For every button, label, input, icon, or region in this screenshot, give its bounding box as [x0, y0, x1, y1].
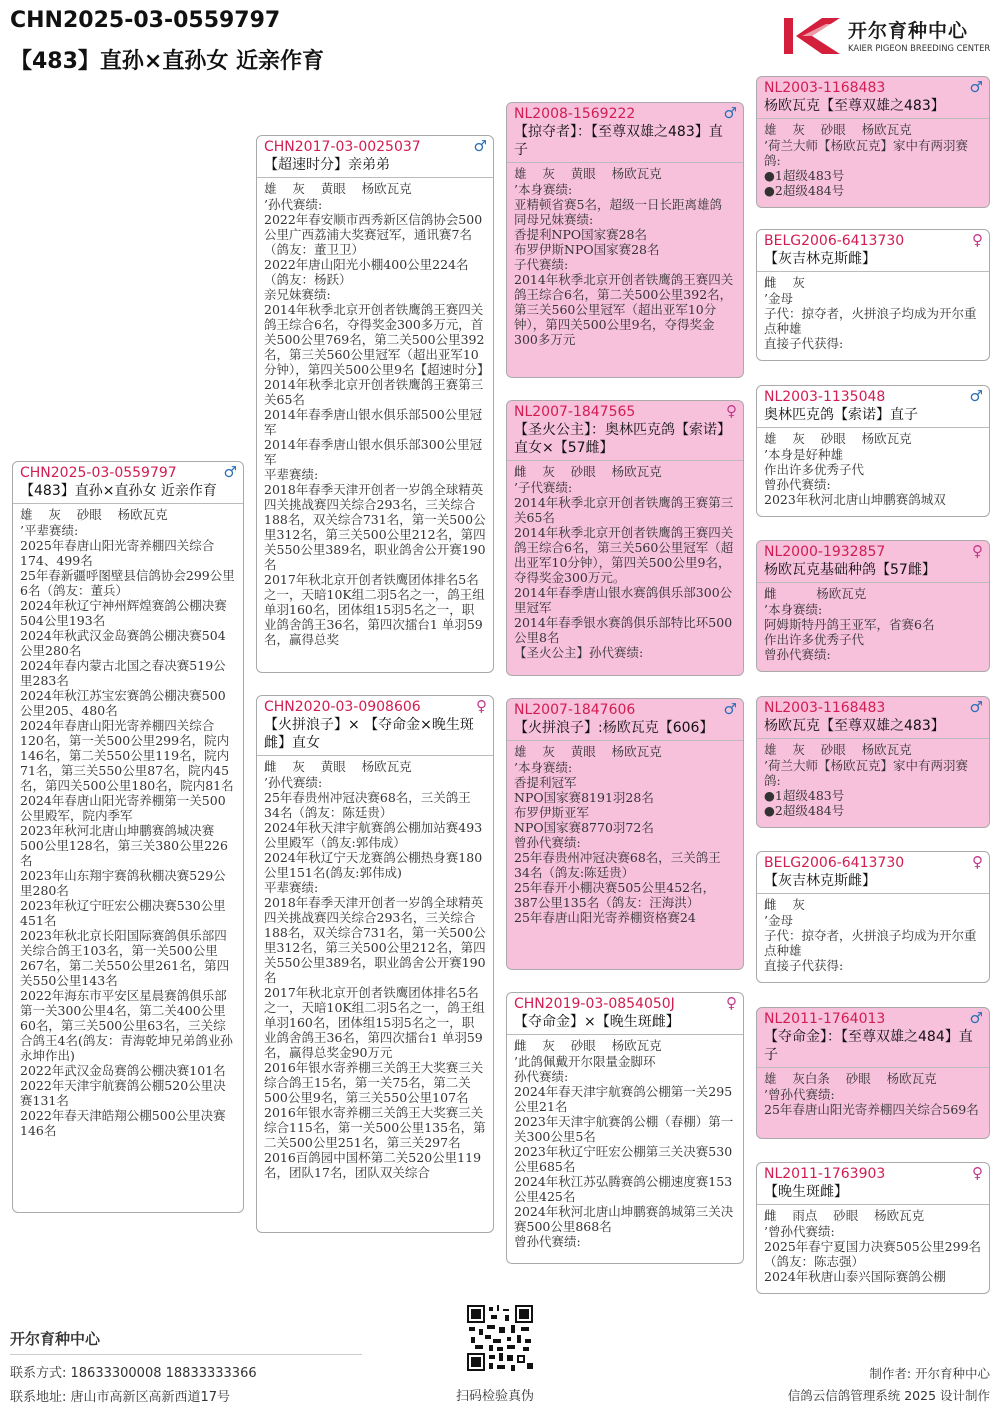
record-line: 【圣火公主】孙代赛绩: — [514, 645, 644, 660]
pigeon-name: 【火拼浪子】× 【夺命金×晚生斑雌】直女 — [264, 717, 474, 751]
record-line: 曾孙代赛绩: — [764, 477, 831, 492]
pigeon-name: 【晚生斑雌】 — [764, 1184, 848, 1200]
ring-number: CHN2019-03-0854050J — [514, 996, 675, 1012]
footer-phone: 联系方式: 18633300008 18833333366 — [10, 1366, 257, 1381]
record-line: 2024年秋江苏宝宏赛鸽公棚决赛500公里205、480名 — [20, 688, 226, 718]
record-line: 2014年秋季北京开创者铁鹰鸽王赛第三关65名 — [264, 377, 484, 407]
record-line: 2023年天津宇航赛鸽公棚（春棚）第一关300公里5名 — [514, 1114, 734, 1144]
pigeon-name: 【483】直孙×直孙女 近亲作育 — [20, 483, 217, 499]
record-line: 香提利冠军 — [514, 775, 577, 790]
record-line: 2024年春唐山阳光寄养棚四关综合120名，第一关500公里299名，院内146名，第二关550公里119名，院内71名，第三关550公里87名，院内45名，第四关500公里180名，院内81名 — [20, 718, 234, 793]
record-line: ’此鸽佩戴开尔限量金脚环 — [514, 1054, 656, 1069]
pigeon-name: 【夺命金】：【至尊双雄之484】直子 — [764, 1029, 973, 1063]
record-line: ●1超级483号 — [764, 788, 845, 803]
card-dds — [756, 1007, 990, 1139]
pigeon-traits: 雄 灰白条 砂眼 杨欧瓦克 — [764, 1071, 937, 1086]
footer-maker: 制作者: 开尔育种中心 — [869, 1366, 990, 1381]
record-line: 2017年秋北京开创者铁鹰团体排名5名之一，天暗10K组二羽5名之一，鸽王组单羽160名，团体组15羽5名之一，职业鸽舍鸽王36名，第四次擂台1 单羽59名，赢得总奖金90万元 — [264, 985, 485, 1060]
female-icon: ♀ — [726, 994, 737, 1012]
race-record — [257, 196, 493, 648]
footer-divider — [10, 1354, 362, 1355]
record-line: ’曾孙代赛绩: — [764, 1224, 835, 1239]
card-dss — [756, 696, 990, 828]
record-line: 布罗伊斯NPO国家赛28名 — [514, 242, 660, 257]
ring-number: NL2007-1847606 — [514, 702, 636, 718]
pigeon-traits: 雌 雨点 砂眼 杨欧瓦克 — [764, 1208, 925, 1223]
card-dam — [256, 695, 494, 1233]
record-line: 2023年秋辽宁旺宏公棚决赛530公里451名 — [20, 898, 226, 928]
race-record — [507, 759, 743, 926]
pigeon-traits: 雄 灰 砂眼 杨欧瓦克 — [764, 742, 912, 757]
race-record — [507, 181, 743, 348]
pigeon-traits: 雄 灰 砂眼 杨欧瓦克 — [764, 431, 912, 446]
record-line: 子代：掠夺者，火拼浪子均成为开尔重点种雄 — [764, 928, 977, 958]
card-sds — [756, 385, 990, 517]
record-line: ’子代赛绩: — [514, 480, 573, 495]
pigeon-traits: 雄 灰 砂眼 杨欧瓦克 — [764, 122, 912, 137]
pigeon-name: 【灰吉林克斯雌】 — [764, 251, 876, 267]
record-line: 25年春贵州冲冠决赛68名，三关鸽王34名（鸽友:陈廷贵） — [514, 850, 721, 880]
female-icon: ♀ — [972, 231, 983, 249]
record-line: 2018年春季天津开创者一岁鸽全球精英四关挑战赛四关综合293名，三关综合188名，双关综合731名，第一关500公里312名，第三关500公里212名，第四关550公里389名，职业鸽舍公开赛190名 — [264, 895, 486, 985]
ring-number: BELG2006-6413730 — [764, 855, 905, 871]
ring-number: NL2000-1932857 — [764, 544, 886, 560]
ring-number: CHN2025-03-0559797 — [20, 465, 177, 481]
pigeon-traits: 雌 灰 砂眼 杨欧瓦克 — [514, 1038, 662, 1053]
record-line: 香提利NPO国家赛28名 — [514, 227, 648, 242]
ring-number: NL2011-1764013 — [764, 1011, 886, 1027]
record-line: NPO国家赛8191羽28名 — [514, 790, 654, 805]
record-line: 2014年秋季北京开创者铁鹰鸽王赛四关鸽王综合6名，第三关560公里冠军（超出亚军10分钟），第四关500公里9名，夺得奖金300万元。 — [514, 525, 734, 585]
record-line: 2023年山东翔宇赛鸽秋棚决赛529公里280名 — [20, 868, 226, 898]
record-line: 25年春唐山阳光寄养棚资格赛24 — [514, 910, 696, 925]
pigeon-name: 奥林匹克鸽【索诺】直子 — [764, 407, 918, 423]
footer-system: 信鸽云信鸽管理系统 2025 设计制作 — [787, 1388, 990, 1403]
male-icon: ♂ — [969, 387, 983, 405]
pigeon-traits: 雄 灰 黄眼 杨欧瓦克 — [514, 744, 662, 759]
card-sire-dam — [506, 400, 744, 676]
male-icon: ♂ — [723, 700, 737, 718]
card-dam-dam — [506, 992, 744, 1264]
race-record — [757, 446, 989, 508]
male-icon: ♂ — [473, 137, 487, 155]
female-icon: ♀ — [972, 542, 983, 560]
ring-number: BELG2006-6413730 — [764, 233, 905, 249]
card-dsd — [756, 851, 990, 983]
race-record — [13, 522, 243, 1139]
record-line: 25年春唐山阳光寄养棚四关综合569名 — [764, 1102, 979, 1117]
race-record — [757, 601, 989, 663]
record-line: 2024年秋武汉金岛赛鸽公棚决赛504公里280名 — [20, 628, 226, 658]
record-line: ’孙代赛绩: — [264, 197, 323, 212]
female-icon: ♀ — [972, 853, 983, 871]
card-dam-sire — [506, 698, 744, 970]
record-line: 2024年秋辽宁天龙赛鸽公棚热身赛180公里151名(鸽友:郭伟成) — [264, 850, 483, 880]
pigeon-name: 【超速时分】亲弟弟 — [264, 157, 390, 173]
pigeon-traits: 雄 灰 黄眼 杨欧瓦克 — [264, 181, 412, 196]
record-line: ’本身赛绩: — [514, 760, 573, 775]
race-record — [757, 1223, 989, 1285]
record-line: ’本身赛绩: — [514, 182, 573, 197]
record-line: 曾孙代赛绩: — [514, 835, 581, 850]
record-line: 2022年天津宇航赛鸽公棚520公里决赛131名 — [20, 1078, 226, 1108]
record-line: 2017年秋北京开创者铁鹰团体排名5名之一，天暗10K组二羽5名之一，鸽王组单羽160名，团体组15羽5名之一，职业鸽舍鸽王36名，第四次擂台1 单羽59名，赢得总奖 — [264, 572, 485, 647]
male-icon: ♂ — [223, 463, 237, 481]
ring-number: CHN2020-03-0908606 — [264, 699, 421, 715]
ring-number: NL2003-1168483 — [764, 80, 886, 96]
pigeon-traits: 雌 灰 砂眼 杨欧瓦克 — [514, 464, 662, 479]
record-line: 子代赛绩: — [514, 257, 569, 272]
footer-address: 联系地址: 唐山市高新区高新西道17号 — [10, 1390, 231, 1405]
record-line: 2024年秋唐山泰兴国际赛鸽公棚 — [764, 1269, 946, 1284]
record-line: 亚精顿省赛5名，超级一日长距离雄鸽 — [514, 197, 722, 212]
record-line: ’金母 — [764, 913, 793, 928]
brand-logo — [782, 14, 992, 58]
record-line: 2022年海东市平安区星晨赛鸽俱乐部第一关300公里4名，第二关400公里60名，第三关500公里63名，三关综合鸽王4名(鸽友：青海乾坤兄弟鸽业孙永坤作出) — [20, 988, 233, 1063]
record-line: 阿姆斯特丹鸽王亚军，省赛6名 — [764, 617, 935, 632]
pigeon-traits: 雄 灰 黄眼 杨欧瓦克 — [514, 166, 662, 181]
card-ddd — [756, 1162, 990, 1294]
male-icon: ♂ — [969, 698, 983, 716]
record-line: 2023年秋北京长阳国际赛鸽俱乐部四关综合鸽王103名，第一关500公里267名，第二关550公里261名，第四关550公里143名 — [20, 928, 230, 988]
pigeon-name: 【圣火公主】：奥林匹克鸽【索诺】直女×【57雌】 — [514, 422, 731, 456]
ring-number: NL2003-1135048 — [764, 389, 886, 405]
record-line: 子代：掠夺者，火拼浪子均成为开尔重点种雄 — [764, 306, 977, 336]
record-line: 2024年秋辽宁神州辉煌赛鸽公棚决赛504公里193名 — [20, 598, 227, 628]
ring-number: NL2007-1847565 — [514, 404, 636, 420]
record-line: 2016年银水寄养棚三关鸽王大奖赛三关综合115名，第一关500公里135名，第二关500公里251名，第三关297名 — [264, 1105, 486, 1150]
record-line: ’本身赛绩: — [764, 602, 823, 617]
pigeon-name: 【掠夺者】：【至尊双雄之483】直子 — [514, 124, 723, 158]
ring-number: NL2008-1569222 — [514, 106, 636, 122]
record-line: 曾孙代赛绩: — [514, 1234, 581, 1249]
pigeon-traits: 雌 灰 — [764, 897, 805, 912]
record-line: 2024年春唐山阳光寄养棚第一关500公里殿军，院内季军 — [20, 793, 226, 823]
pigeon-name: 【夺命金】×【晚生斑雌】 — [514, 1014, 680, 1030]
record-line: 2014年春季唐山银水俱乐部300公里冠军 — [264, 437, 483, 467]
record-line: 2022年唐山阳光小棚400公里224名（鸽友：杨跃） — [264, 257, 469, 287]
ring-number: CHN2017-03-0025037 — [264, 139, 421, 155]
female-icon: ♀ — [476, 697, 487, 715]
record-line: 2024年秋江苏弘腾赛鸽公棚速度赛153公里425名 — [514, 1174, 733, 1204]
qr-caption: 扫码检验真伪 — [456, 1389, 535, 1404]
record-line: 2022年武汉金岛赛鸽公棚决赛101名 — [20, 1063, 226, 1078]
record-line: 2014年秋季北京开创者铁鹰鸽王赛第三关65名 — [514, 495, 734, 525]
record-line: 2024年秋河北唐山坤鹏赛鸽城第三关决赛500公里868名 — [514, 1204, 734, 1234]
male-icon: ♂ — [969, 78, 983, 96]
record-line: 布罗伊斯亚军 — [514, 805, 590, 820]
record-line: 25年春开小棚决赛505公里452名，387公里135名（鸽友：汪海洪） — [514, 880, 716, 910]
record-line: 平辈赛绩: — [264, 880, 319, 895]
card-sire — [256, 135, 494, 673]
record-line: 2023年秋河北唐山坤鹏赛鸽城决赛500公里128名，第三关380公里226名 — [20, 823, 228, 868]
card-sdd — [756, 540, 990, 672]
male-icon: ♂ — [723, 104, 737, 122]
footer-org: 开尔育种中心 — [10, 1330, 101, 1348]
pigeon-traits: 雄 灰 砂眼 杨欧瓦克 — [20, 507, 168, 522]
record-line: 2025年春唐山阳光寄养棚四关综合174、499名 — [20, 538, 215, 568]
race-record — [757, 912, 989, 974]
record-line: ●2超级484号 — [764, 803, 845, 818]
pigeon-name: 杨欧瓦克【至尊双雄之483】 — [764, 98, 945, 114]
record-line: ’孙代赛绩: — [264, 775, 323, 790]
female-icon: ♀ — [726, 402, 737, 420]
record-line: 作出许多优秀子代 — [764, 462, 865, 477]
card-sss — [756, 76, 990, 208]
record-line: 2018年春季天津开创者一岁鸽全球精英四关挑战赛四关综合293名，三关综合188名，双关综合731名，第一关500公里312名，第三关500公里212名，第四关550公里389名，职业鸽舍公开赛190名 — [264, 482, 486, 572]
pigeon-name: 【火拼浪子】:杨欧瓦克【606】 — [514, 720, 714, 736]
record-line: ●2超级484号 — [764, 183, 845, 198]
record-line: 2022年春天津皓翔公棚500公里决赛146名 — [20, 1108, 226, 1138]
record-line: 作出许多优秀子代 — [764, 632, 865, 647]
record-line: 2014年春季唐山银水赛鸽俱乐部300公里冠军 — [514, 585, 733, 615]
record-line: 2024年秋天津宇航赛鸽公棚加站赛493公里殿军（鸽友:郭伟成） — [264, 820, 483, 850]
qr-code-icon[interactable] — [467, 1305, 533, 1371]
record-line: 2024年春内蒙古北国之春决赛519公里283名 — [20, 658, 226, 688]
record-line: 2022年春安顺市西秀新区信鸽协会500公里广西荔浦大奖赛冠军，通讯赛7名（鸽友：董卫卫） — [264, 212, 483, 257]
race-record — [507, 479, 743, 661]
record-line: 孙代赛绩: — [514, 1069, 569, 1084]
record-line: ’金母 — [764, 291, 793, 306]
record-line: 亲兄妹赛绩: — [264, 287, 331, 302]
record-line: 2014年春季银水赛鸽俱乐部特比环500公里8名 — [514, 615, 733, 645]
record-line: ’荷兰大师【杨欧瓦克】家中有两羽赛鸽: — [764, 758, 968, 788]
race-record — [757, 137, 989, 199]
record-line: 25年春贵州冲冠决赛68名，三关鸽王34名（鸽友：陈廷贵） — [264, 790, 471, 820]
pigeon-name: 杨欧瓦克【至尊双雄之483】 — [764, 718, 945, 734]
logo-subtitle: KAIER PIGEON BREEDING CENTER — [848, 43, 991, 53]
record-line: 2014年秋季北京开创者铁鹰鸽王赛四关鸽王综合6名，夺得奖金300多万元，首关500公里769名，第二关500公里392名，第三关560公里冠军（超出亚军10分钟），第四关500公里9名【超速时分】 — [264, 302, 490, 377]
record-line: 直接子代获得: — [764, 336, 844, 351]
pigeon-name: 【灰吉林克斯雌】 — [764, 873, 876, 889]
record-line: 2023年秋河北唐山坤鹏赛鸽城双 — [764, 492, 946, 507]
logo-name: 开尔育种中心 — [848, 20, 969, 42]
record-line: 2016百鸽园中国杯第二关520公里119名，团队17名，团队双关综合 — [264, 1150, 482, 1180]
ring-number: NL2003-1168483 — [764, 700, 886, 716]
record-line: ’平辈赛绩: — [20, 523, 79, 538]
record-line: 25年春新疆呼图壁县信鸽协会299公里6名（鸽友：董兵） — [20, 568, 235, 598]
record-line: ’荷兰大师【杨欧瓦克】家中有两羽赛鸽: — [764, 138, 968, 168]
kaier-logo-icon — [782, 14, 842, 58]
record-line: 2025年春宁夏国力决赛505公里299名（鸽友：陈志强） — [764, 1239, 982, 1269]
race-record — [757, 757, 989, 819]
card-ssd — [756, 229, 990, 361]
pigeon-traits: 雌 灰 黄眼 杨欧瓦克 — [264, 759, 412, 774]
pigeon-traits: 雌 杨欧瓦克 — [764, 586, 867, 601]
race-record — [757, 290, 989, 352]
pigeon-traits: 雌 灰 — [764, 275, 805, 290]
record-line: 曾孙代赛绩: — [764, 647, 831, 662]
card-sire-sire — [506, 102, 744, 378]
pigeon-name: 杨欧瓦克基础种鸽【57雌】 — [764, 562, 936, 578]
record-line: 2014年秋季北京开创者铁鹰鸽王赛四关鸽王综合6名，第二关500公里392名，第三关560公里冠军（超出亚军10分钟），第四关500公里9名，夺得奖金300多万元 — [514, 272, 734, 347]
record-line: 同母兄妹赛绩: — [514, 212, 594, 227]
record-line: ●1超级483号 — [764, 168, 845, 183]
record-line: ’本身是好种雄 — [764, 447, 843, 462]
female-icon: ♀ — [972, 1164, 983, 1182]
race-record — [257, 774, 493, 1181]
male-icon: ♂ — [969, 1009, 983, 1027]
record-line: NPO国家赛8770羽72名 — [514, 820, 654, 835]
race-record — [757, 1086, 989, 1118]
record-line: 平辈赛绩: — [264, 467, 319, 482]
record-line: 2016年银水寄养棚三关鸽王大奖赛三关综合鸽王15名，第一关75名，第二关500公里9名，第三关550公里107名 — [264, 1060, 484, 1105]
card-subject — [12, 461, 244, 1213]
header-ring-number: CHN2025-03-0559797 — [10, 8, 281, 33]
record-line: ’曾孙代赛绩: — [764, 1087, 835, 1102]
record-line: 2024年春天津宇航赛鸽公棚第一关295公里21名 — [514, 1084, 733, 1114]
record-line: 2023年秋辽宁旺宏公棚第三关决赛530公里685名 — [514, 1144, 733, 1174]
race-record — [507, 1053, 743, 1250]
ring-number: NL2011-1763903 — [764, 1166, 886, 1182]
record-line: 直接子代获得: — [764, 958, 844, 973]
record-line: 2014年春季唐山银水俱乐部500公里冠军 — [264, 407, 483, 437]
header-title: 【483】直孙×直孙女 近亲作育 — [10, 49, 325, 74]
